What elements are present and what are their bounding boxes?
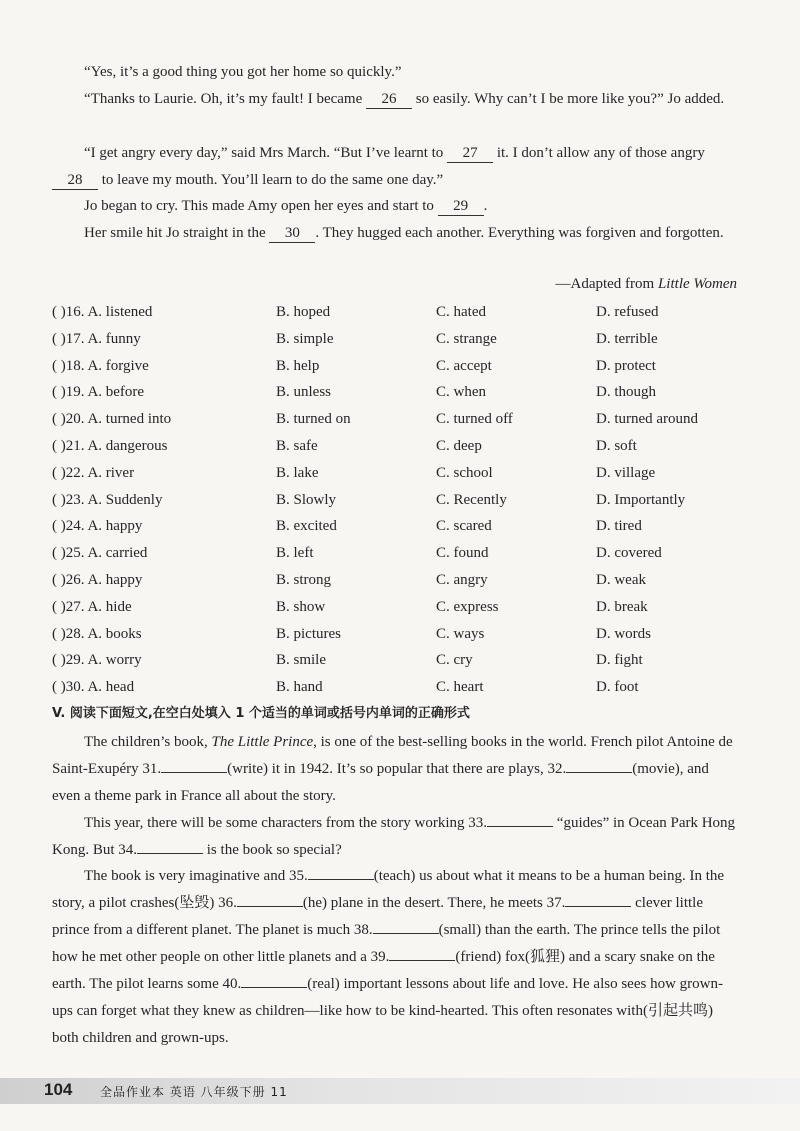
question-row — [52, 597, 752, 617]
para-text: clever little prince from a different planet. The planet is much 38. — [52, 895, 704, 938]
question-number[interactable]: ( )23. — [52, 491, 85, 508]
blank-35[interactable] — [308, 865, 374, 880]
question-row — [52, 302, 752, 322]
question-row — [52, 356, 752, 376]
option-c: C. scared — [436, 518, 492, 535]
question-number[interactable]: ( )27. — [52, 598, 85, 615]
story-text: . — [483, 198, 488, 214]
question-number[interactable]: ( )19. — [52, 384, 85, 401]
para-text: (small) than the earth. The prince tells the pilot how he met other people on other little planets and a 39. — [52, 922, 721, 965]
book-title-footer: 全品作业本 英语 八年级下册 11 — [100, 1085, 288, 1099]
question-number-and-option-a — [52, 436, 167, 456]
option-c: C. Recently — [436, 491, 507, 508]
story-text: “Thanks to Laurie. Oh, it’s my fault! I became — [84, 91, 366, 107]
blank-33[interactable] — [487, 812, 553, 827]
option-b: B. strong — [276, 572, 332, 588]
question-number[interactable]: ( )16. — [52, 304, 85, 320]
book-title: The Little Prince — [211, 734, 314, 750]
para-text: (real) important lessons about life and love. He also sees how grown-ups can forget what they knew as children—like how to be kind-hearted. This often resonates with(引起共鸣) both children and grown-ups. — [52, 976, 723, 1046]
option-a: A. funny — [87, 330, 141, 347]
option-d: D. weak — [596, 572, 646, 588]
option-a: A. Suddenly — [87, 491, 163, 508]
page-footer — [0, 1078, 800, 1104]
option-a: A. worry — [87, 652, 142, 669]
question-row — [52, 543, 752, 563]
option-b: B. safe — [276, 438, 318, 454]
story-text: to leave my mouth. You’ll learn to do the same one day.” — [98, 172, 444, 188]
question-row — [52, 490, 752, 510]
option-a: A. head — [87, 679, 135, 696]
story-text: “I get angry every day,” said Mrs March. “But I’ve learnt to — [84, 145, 448, 161]
question-number[interactable]: ( )24. — [52, 518, 85, 535]
option-c: C. ways — [436, 625, 485, 642]
story-line-2 — [52, 86, 740, 113]
para-text: is the book so special? — [203, 842, 342, 858]
option-d: D. protect — [596, 357, 656, 374]
section5-paragraph-3 — [52, 863, 740, 1052]
blank-27: 27 — [447, 144, 493, 163]
question-row — [52, 329, 752, 349]
story-text: Jo began to cry. This made Amy open her eyes and start to — [84, 198, 438, 214]
page-number: 104 — [44, 1080, 73, 1099]
para-text: , is one of the best-selling books in the world. French pilot Antoine de Saint-Exupéry 31. — [52, 734, 733, 777]
option-c: C. turned off — [436, 411, 513, 428]
option-d: D. foot — [596, 679, 639, 696]
question-row — [52, 570, 752, 590]
question-number-and-option-a — [52, 356, 149, 376]
question-row — [52, 436, 752, 456]
para-text: “guides” in Ocean Park Hong Kong. But 34. — [52, 815, 736, 858]
section5-paragraph-1 — [52, 729, 740, 810]
para-text: (friend) fox(狐狸) and a scary snake on the earth. The pilot learns some 40. — [52, 949, 715, 992]
question-row — [52, 677, 752, 697]
story-text: “Yes, it’s a good thing you got her home so quickly.” — [84, 64, 402, 80]
option-d: D. tired — [596, 518, 642, 535]
question-number[interactable]: ( )22. — [52, 464, 85, 481]
question-number-and-option-a — [52, 543, 147, 563]
option-a: A. turned into — [87, 411, 172, 428]
option-c: C. heart — [436, 679, 484, 696]
blank-40[interactable] — [241, 973, 307, 988]
story-text: it. I don’t allow any of those angry — [493, 145, 705, 161]
question-number[interactable]: ( )28. — [52, 625, 85, 642]
option-d: D. terrible — [596, 330, 658, 347]
question-number-and-option-a — [52, 570, 142, 590]
option-a: A. listened — [87, 304, 153, 320]
option-d: D. turned around — [596, 411, 699, 428]
question-row — [52, 650, 752, 670]
question-number[interactable]: ( )18. — [52, 357, 85, 374]
option-a: A. river — [87, 464, 135, 481]
option-b: B. Slowly — [276, 491, 337, 508]
question-number-and-option-a — [52, 516, 142, 536]
section-heading: V. 阅读下面短文,在空白处填入 1 个适当的单词或括号内单词的正确形式 — [52, 706, 470, 721]
option-b: B. show — [276, 598, 326, 615]
para-text: (movie), and even a theme park in France all about the story. — [52, 761, 709, 804]
option-b: B. left — [276, 545, 314, 562]
question-number-and-option-a — [52, 329, 141, 349]
question-number-and-option-a — [52, 382, 144, 402]
question-number[interactable]: ( )20. — [52, 411, 85, 428]
option-c: C. hated — [436, 304, 486, 320]
option-c: C. cry — [436, 652, 473, 669]
question-number[interactable]: ( )25. — [52, 545, 85, 562]
option-c: C. deep — [436, 438, 482, 454]
option-c: C. angry — [436, 572, 488, 588]
option-d: D. Importantly — [596, 491, 686, 508]
option-a: A. happy — [87, 572, 143, 588]
blank-39[interactable] — [389, 946, 455, 961]
question-number[interactable]: ( )29. — [52, 652, 85, 669]
option-b: B. hand — [276, 679, 323, 696]
question-number[interactable]: ( )17. — [52, 330, 85, 347]
option-b: B. hoped — [276, 304, 331, 320]
option-c: C. found — [436, 545, 489, 562]
story-text: Her smile hit Jo straight in the — [84, 225, 270, 241]
option-d: D. covered — [596, 545, 662, 562]
question-number-and-option-a — [52, 624, 142, 644]
option-b: B. turned on — [276, 411, 351, 428]
attribution — [555, 274, 737, 294]
question-number-and-option-a — [52, 490, 162, 510]
blank-38[interactable] — [373, 919, 439, 934]
question-row — [52, 624, 752, 644]
option-d: D. words — [596, 625, 651, 642]
para-text: The book is very imaginative and 35. — [84, 868, 308, 884]
option-a: A. happy — [87, 518, 143, 535]
blank-37[interactable] — [565, 892, 631, 907]
blank-31[interactable] — [161, 758, 227, 773]
option-d: D. village — [596, 464, 656, 481]
question-row — [52, 409, 752, 429]
option-b: B. smile — [276, 652, 327, 669]
option-a: A. hide — [87, 598, 132, 615]
attribution-title: Little Women — [657, 276, 737, 292]
para-text: (write) it in 1942. It’s so popular that there are plays, 32. — [227, 761, 567, 777]
story-text: . They hugged each another. Everything was forgiven and forgotten. — [315, 225, 724, 241]
option-c: C. when — [436, 384, 486, 401]
blank-28: 28 — [52, 171, 98, 190]
option-d: D. break — [596, 598, 648, 615]
option-b: B. help — [276, 357, 320, 374]
option-c: C. strange — [436, 330, 497, 347]
option-d: D. refused — [596, 304, 659, 320]
blank-30: 30 — [269, 224, 315, 243]
question-row — [52, 516, 752, 536]
blank-32[interactable] — [566, 758, 632, 773]
question-number-and-option-a — [52, 409, 171, 429]
para-text: (teach) us about what it means to be a human being. In the story, a pilot crashes(坠毁) 36. — [52, 868, 725, 911]
option-c: C. accept — [436, 357, 492, 374]
story-line-1 — [52, 59, 740, 86]
question-number-and-option-a — [52, 463, 134, 483]
question-row — [52, 463, 752, 483]
question-number-and-option-a — [52, 597, 132, 617]
question-number[interactable]: ( )26. — [52, 572, 85, 588]
blank-36[interactable] — [237, 892, 303, 907]
blank-29: 29 — [438, 197, 484, 216]
question-number-and-option-a — [52, 677, 134, 697]
option-c: C. school — [436, 464, 493, 481]
para-text: (he) plane in the desert. There, he meets 37. — [302, 895, 566, 911]
attribution-prefix: —Adapted from — [555, 276, 658, 292]
option-a: A. before — [87, 384, 145, 401]
option-a: A. books — [87, 625, 142, 642]
section5-paragraph-2 — [52, 810, 740, 864]
question-number-and-option-a — [52, 650, 142, 670]
para-text: The children’s book, — [84, 734, 212, 750]
option-c: C. express — [436, 598, 499, 615]
option-b: B. unless — [276, 384, 332, 401]
option-d: D. fight — [596, 652, 643, 669]
option-a: A. dangerous — [87, 438, 168, 454]
story-line-4 — [52, 193, 740, 220]
story-line-3 — [52, 140, 740, 194]
story-text: so easily. Why can’t I be more like you?” Jo added. — [412, 91, 725, 107]
option-a: A. forgive — [87, 357, 149, 374]
option-b: B. simple — [276, 330, 334, 347]
option-b: B. pictures — [276, 625, 341, 642]
option-b: B. lake — [276, 464, 319, 481]
story-line-5 — [52, 220, 740, 247]
question-number[interactable]: ( )30. — [52, 679, 85, 696]
question-row — [52, 382, 752, 402]
question-number-and-option-a — [52, 302, 152, 322]
para-text: This year, there will be some characters from the story working 33. — [84, 815, 488, 831]
question-number[interactable]: ( )21. — [52, 438, 85, 454]
blank-26: 26 — [366, 90, 412, 109]
option-a: A. carried — [87, 545, 148, 562]
option-b: B. excited — [276, 518, 337, 535]
option-d: D. soft — [596, 438, 637, 454]
blank-34[interactable] — [137, 839, 203, 854]
option-d: D. though — [596, 384, 656, 401]
